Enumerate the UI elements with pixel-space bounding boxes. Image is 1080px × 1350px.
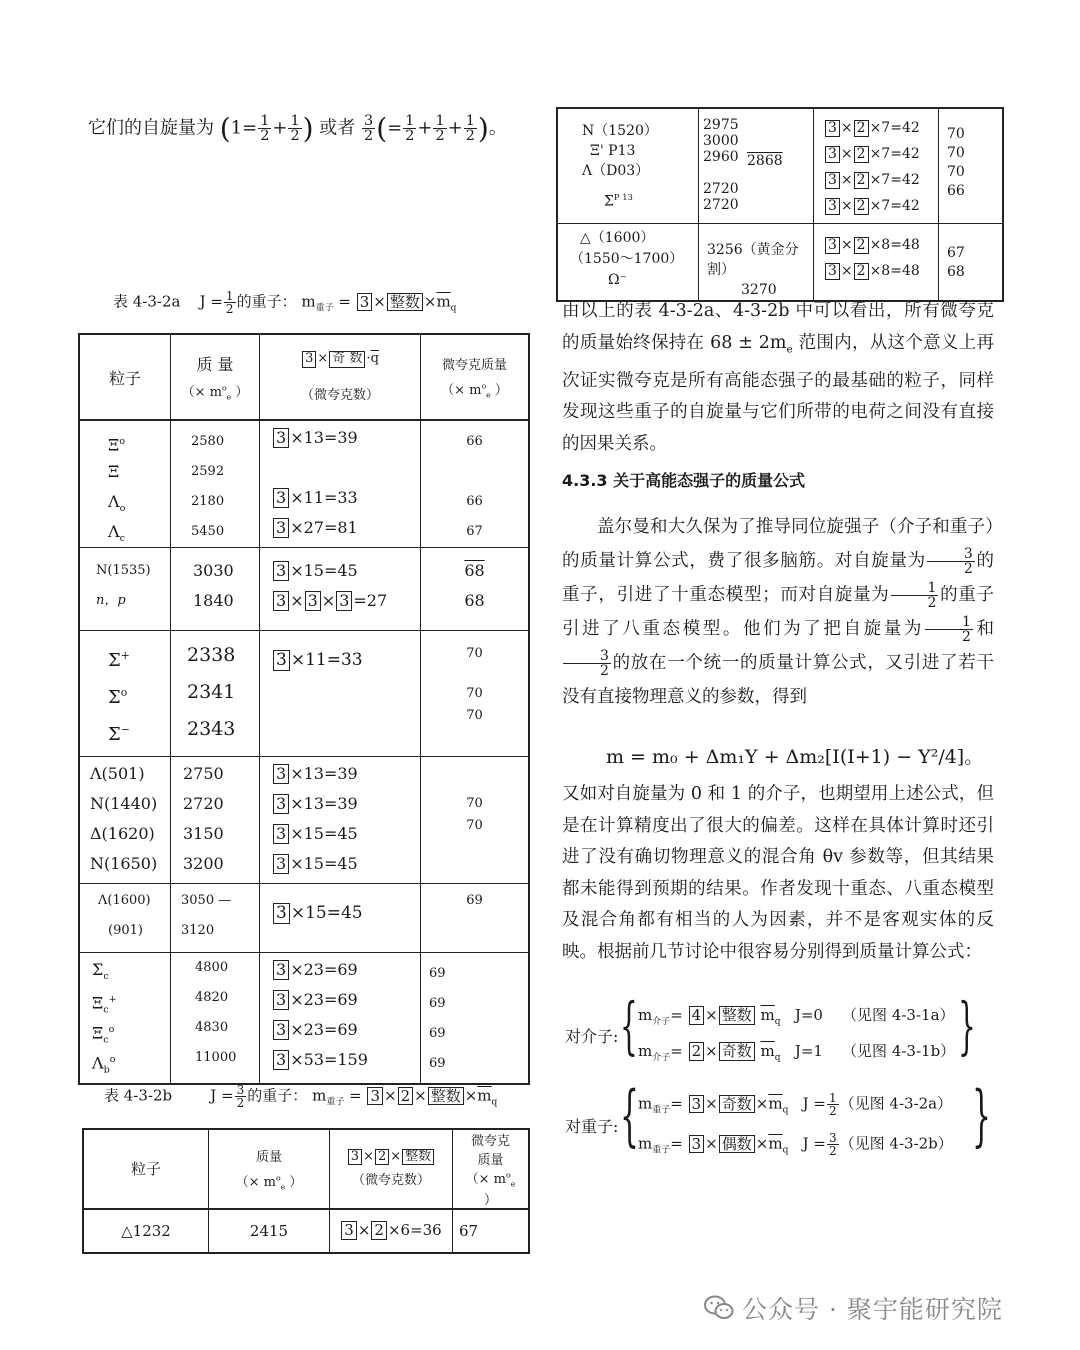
intro-prefix: 它们的自旋量为	[88, 117, 214, 139]
baryon-brace-left: {	[620, 1077, 639, 1154]
header-quark-count: 3 × 奇 数 $\cdot\overline{q}$ （微夸克数）	[260, 334, 421, 420]
paragraph-1: 由以上的表 4-3-2a、4-3-2b 中可以看出，所有微夸克的质量始终保持在 $68 \pm 2m_e$ 范围内，从这个意义上再次证实微夸克是所有高能态强子的最基础的粒子，同样发现这些重子的自旋量与它们所带的电荷之间没有直接的因果关系。	[562, 301, 994, 454]
table-row: Λ(501) N(1440) Δ(1620) N(1650) 2750 2720 3150 3200 3 ×13=39 3 ×13=39 3 ×15=45 3 ×15=45 70 70	[79, 757, 529, 884]
intro-one: 1=	[230, 117, 258, 139]
baryon-formula-2: $m_{重子}= 3$ × 偶数 $\times\overline{m}_q$ J = $\frac{3}{2}$ （见图 4-3-2b）	[638, 1131, 953, 1158]
baryon-formula-1: $m_{重子}= 3$ × 奇数 $\times\overline{m}_q$ J = $\frac{1}{2}$ （见图 4-3-2a）	[638, 1091, 953, 1118]
watermark	[704, 1290, 1003, 1326]
header-mass: 质 量 （× $m^o_e$ ）	[171, 334, 260, 420]
table-row: N（1520） Ξ' P13 Λ（D03） $\Sigma^{P 13}$ 2975 3000 2960 2720 2720 2868 3 × 2 ×7=42 3 × 2 ×7=42 3 × 2 ×7=42 3 × 2 ×7=42 70 70 70 66	[557, 108, 1003, 224]
header-quark-count-b: 3 × 2 × 整数 （微夸克数）	[330, 1129, 453, 1209]
meson-brace-right: }	[958, 989, 976, 1062]
table-row: △1232 2415 3 × 2 ×6=36 67	[83, 1209, 529, 1253]
table-row: N(1535) n，p 3030 1840 3 ×15=45 3 × 3 × 3 =27 68 68	[79, 548, 529, 631]
table-b	[82, 1128, 530, 1254]
table-a	[78, 333, 530, 1085]
wechat-icon	[704, 1295, 734, 1321]
header-particle-b: 粒子	[83, 1129, 209, 1209]
header-quark-mass: 微夸克质量 （× $m^o_e$ ）	[421, 334, 530, 420]
table-row: △（1600） （1550～1700） Ω⁻ 3256（黄金分割） 3270 3 × 2 ×8=48 3 × 2 ×8=48 67 68	[557, 224, 1003, 302]
intro-line: 它们的自旋量为 (1= $\frac{1}{2}$ + $\frac{1}{2}$ ) 或者 $\frac{3}{2}$ (= $\frac{1}{2}$ + $\frac{1}{2}$ + $\frac{1}{2}$ )。	[88, 112, 507, 145]
meson-formula-2: $m_{介子}= 2$ × 奇数 $\overline{m}_q$ J=1 （见图 4-3-1b）	[638, 1042, 956, 1063]
paragraph-2: 盖尔曼和大久保为了推导同位旋强子（介子和重子）的质量计算公式，费了很多脑筋。对自旋量为 $\frac{3}{2}$ 的重子，引进了十重态模型；而对自旋量为 $\frac{1}{2}$ 的重子引进了八重态模型。他们为了把自旋量为 $\frac{1}{2}$ 和 $\frac{3}{2}$ 的放在一个统一的质量计算公式，又引进了若干没有直接物理意义的参数，得到	[562, 517, 995, 707]
table-c	[556, 107, 1004, 302]
baryon-label: 对重子:	[565, 1117, 619, 1136]
baryon-brace-right: }	[972, 1077, 991, 1154]
table-row: Λ(1600) (901) 3050 — 3120 3 ×15=45 69	[79, 884, 529, 953]
intro-or: 或者	[319, 117, 356, 139]
meson-formula-1: $m_{介子}= 4$ × 整数 $\overline{m}_q$ J=0 （见图 4-3-1a）	[638, 1006, 955, 1027]
header-mass-b: 质量 （× $m^o_e$ ）	[209, 1129, 330, 1209]
watermark-text: 公众号 · 聚宇能研究院	[742, 1295, 1003, 1324]
paragraph-3: 又如对自旋量为 0 和 1 的介子，也期望用上述公式，但是在计算精度出了很大的偏差。这样在具体计算时还引进了没有确切物理意义的混合角 θv 参数等，但其结果都未能得到预期的结果。作者发现十重态、八重态模型及混合角都有相当的人为因素，并不是客观实体的反映。根据前几节讨论中很容易分别得到质量计算公式：	[562, 784, 994, 962]
meson-brace-left: {	[620, 989, 638, 1062]
section-heading: 4.3.3 关于高能态强子的质量公式	[562, 471, 806, 490]
table-row: $\Xi^o$ Ξ $\Lambda_o$ $\Lambda_c$ 2580 2592 2180 5450 3 ×13=39 3 ×11=33 3 ×27=81 66 66 67	[79, 420, 529, 548]
header-particle: 粒子	[79, 334, 171, 420]
table-row: $\Sigma_c$ $\Xi_c^+$ $\Xi_c^o$ $\Lambda_b^o$ 4800 4820 4830 11000 3 ×23=69 3 ×23=69 3 ×23=69 3 ×53=159 69 69 69 69	[79, 953, 529, 1085]
meson-label: 对介子:	[565, 1027, 619, 1046]
table-row: Σ+ $\Sigma^o$ Σ− 2338 2341 2343 3 ×11=33 70 70 70	[79, 631, 529, 757]
table-b-caption: 表 4-3-2b J = $\frac{3}{2}$ 的重子： $m_{重子} = 3 \times 2$ × 整数 $\times\overline{m}_q$	[104, 1083, 498, 1110]
table-a-caption: 表 4-3-2a J = $\frac{1}{2}$ 的重子： $m_{重子} = 3$ × 整数 $\times\overline{m}_q$	[113, 289, 457, 316]
mass-formula: m = m₀ + Δm₁Y + Δm₂[I(I+1) − Y²/4]。	[606, 746, 984, 768]
header-quark-mass-b: 微夸克 质量 （× $m^o_e$ ）	[453, 1129, 530, 1209]
